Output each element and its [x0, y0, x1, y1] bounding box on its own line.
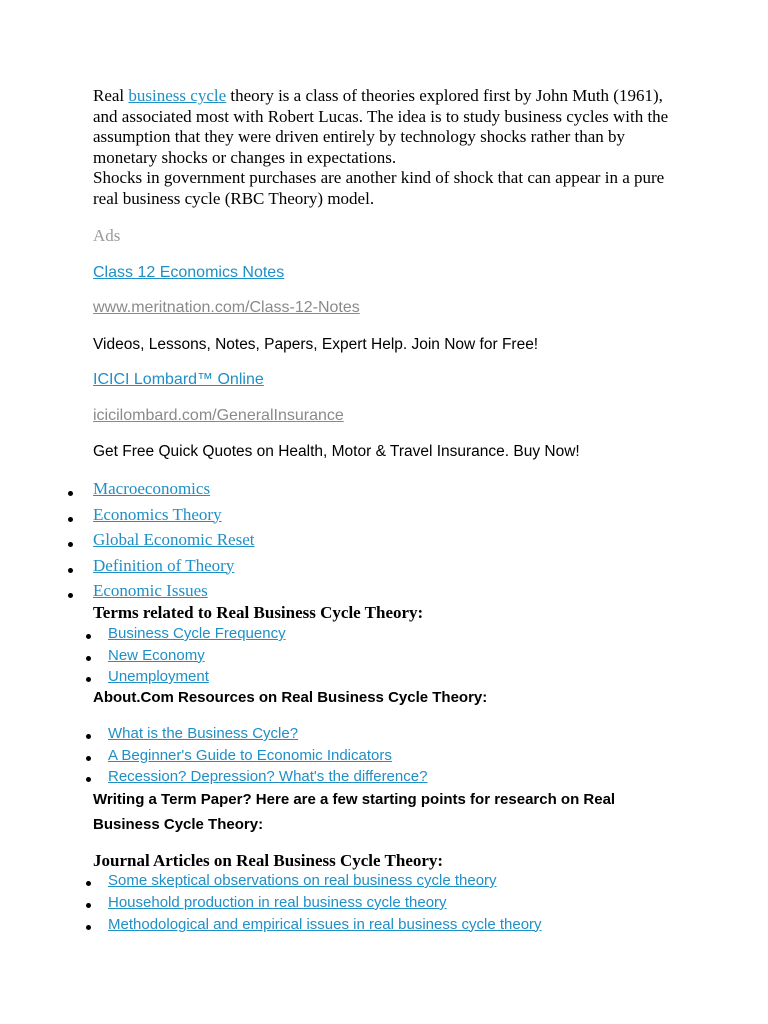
ad-title-class-12-notes[interactable]: Class 12 Economics Notes — [93, 264, 285, 281]
intro-text-rest: theory is a class of theories explored first by John Muth (1961), and associated most with Robert Lucas. The idea is to study business cycles with the assumption that they were driven entirely by technology shocks rather than by monetary shocks or changes in expectations. — [93, 86, 669, 167]
intro-paragraph — [93, 86, 683, 209]
resource-link[interactable]: A Beginner's Guide to Economic Indicators — [108, 746, 392, 764]
bullet — [68, 517, 73, 522]
bullet — [68, 568, 73, 573]
bullet — [86, 656, 91, 661]
bullet — [68, 542, 73, 547]
term-link[interactable]: New Economy — [108, 646, 205, 664]
ad-url-meritnation[interactable]: www.meritnation.com/Class-12-Notes — [93, 299, 360, 316]
terms-heading: Terms related to Real Business Cycle Theory: — [93, 603, 424, 622]
term-link[interactable]: Business Cycle Frequency — [108, 625, 286, 642]
ad-description: Videos, Lessons, Notes, Papers, Expert Help. Join Now for Free! — [93, 336, 539, 353]
term-paper-heading-line1: Writing a Term Paper? Here are a few starting points for research on Real — [93, 791, 616, 808]
bullet — [86, 634, 91, 639]
bullet — [68, 593, 73, 598]
bullet — [86, 734, 91, 739]
resource-link[interactable]: Recession? Depression? What's the difference? — [108, 768, 428, 785]
bullet — [86, 677, 91, 682]
topic-link[interactable]: Global Economic Reset — [93, 530, 255, 549]
topic-link[interactable]: Economic Issues — [93, 581, 208, 600]
intro-text-start: Real — [93, 86, 129, 105]
bullet — [86, 903, 91, 908]
journal-article-link[interactable]: Methodological and empirical issues in real business cycle theory — [108, 915, 542, 933]
ad-url-icicilombard[interactable]: icicilombard.com/GeneralInsurance — [93, 407, 344, 424]
term-paper-heading-line2: Business Cycle Theory: — [93, 816, 264, 833]
bullet — [86, 881, 91, 886]
journal-article-link[interactable]: Some skeptical observations on real business cycle theory — [108, 872, 497, 889]
bullet — [86, 925, 91, 930]
ads-label: Ads — [93, 226, 121, 245]
intro-second-sentence: Shocks in government purchases are another kind of shock that can appear in a pure real business cycle (RBC Theory) model. — [93, 168, 665, 208]
bullet — [68, 491, 73, 496]
resource-link[interactable]: What is the Business Cycle? — [108, 725, 299, 742]
topic-link[interactable]: Economics Theory — [93, 504, 222, 524]
resources-heading: About.Com Resources on Real Business Cycle Theory: — [93, 689, 488, 706]
term-link[interactable]: Unemployment — [108, 668, 209, 685]
bullet — [86, 756, 91, 761]
bullet — [86, 777, 91, 782]
business-cycle-link[interactable]: business cycle — [128, 86, 227, 105]
journal-heading: Journal Articles on Real Business Cycle Theory: — [93, 851, 444, 870]
ad-title-icici-lombard[interactable]: ICICI Lombard™ Online — [93, 371, 264, 388]
ad-description: Get Free Quick Quotes on Health, Motor & Travel Insurance. Buy Now! — [93, 443, 580, 460]
topic-link[interactable]: Macroeconomics — [93, 479, 211, 498]
journal-article-link[interactable]: Household production in real business cycle theory — [108, 893, 447, 911]
topic-link[interactable]: Definition of Theory — [93, 555, 235, 575]
